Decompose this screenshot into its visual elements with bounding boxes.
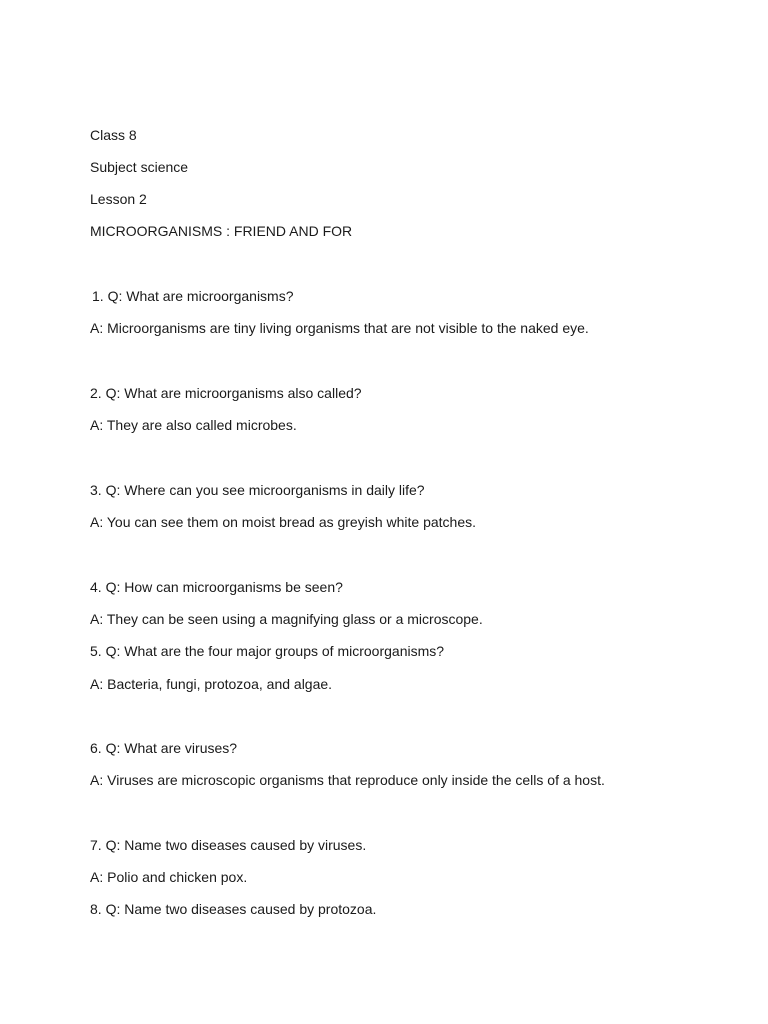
document-title: MICROORGANISMS : FRIEND AND FOR [90,223,353,239]
question-1: 1. Q: What are microorganisms? [92,288,294,304]
question-4: 4. Q: How can microorganisms be seen? [90,579,343,595]
answer-3: A: You can see them on moist bread as greyish white patches. [90,514,477,530]
answer-5: A: Bacteria, fungi, protozoa, and algae. [90,676,333,692]
class-line: Class 8 [90,127,137,143]
answer-1: A: Microorganisms are tiny living organisms that are not visible to the naked eye. [90,320,589,336]
lesson-line: Lesson 2 [90,191,147,207]
answer-2: A: They are also called microbes. [90,417,297,433]
question-8: 8. Q: Name two diseases caused by protozoa. [90,901,377,917]
question-7: 7. Q: Name two diseases caused by viruses. [90,837,367,853]
subject-line: Subject science [90,159,189,175]
question-5: 5. Q: What are the four major groups of microorganisms? [90,643,445,659]
question-3: 3. Q: Where can you see microorganisms in daily life? [90,482,425,498]
answer-7: A: Polio and chicken pox. [90,869,248,885]
question-6: 6. Q: What are viruses? [90,740,238,756]
question-2: 2. Q: What are microorganisms also called? [90,385,362,401]
answer-4: A: They can be seen using a magnifying glass or a microscope. [90,611,483,627]
answer-6: A: Viruses are microscopic organisms that reproduce only inside the cells of a host. [90,772,605,788]
